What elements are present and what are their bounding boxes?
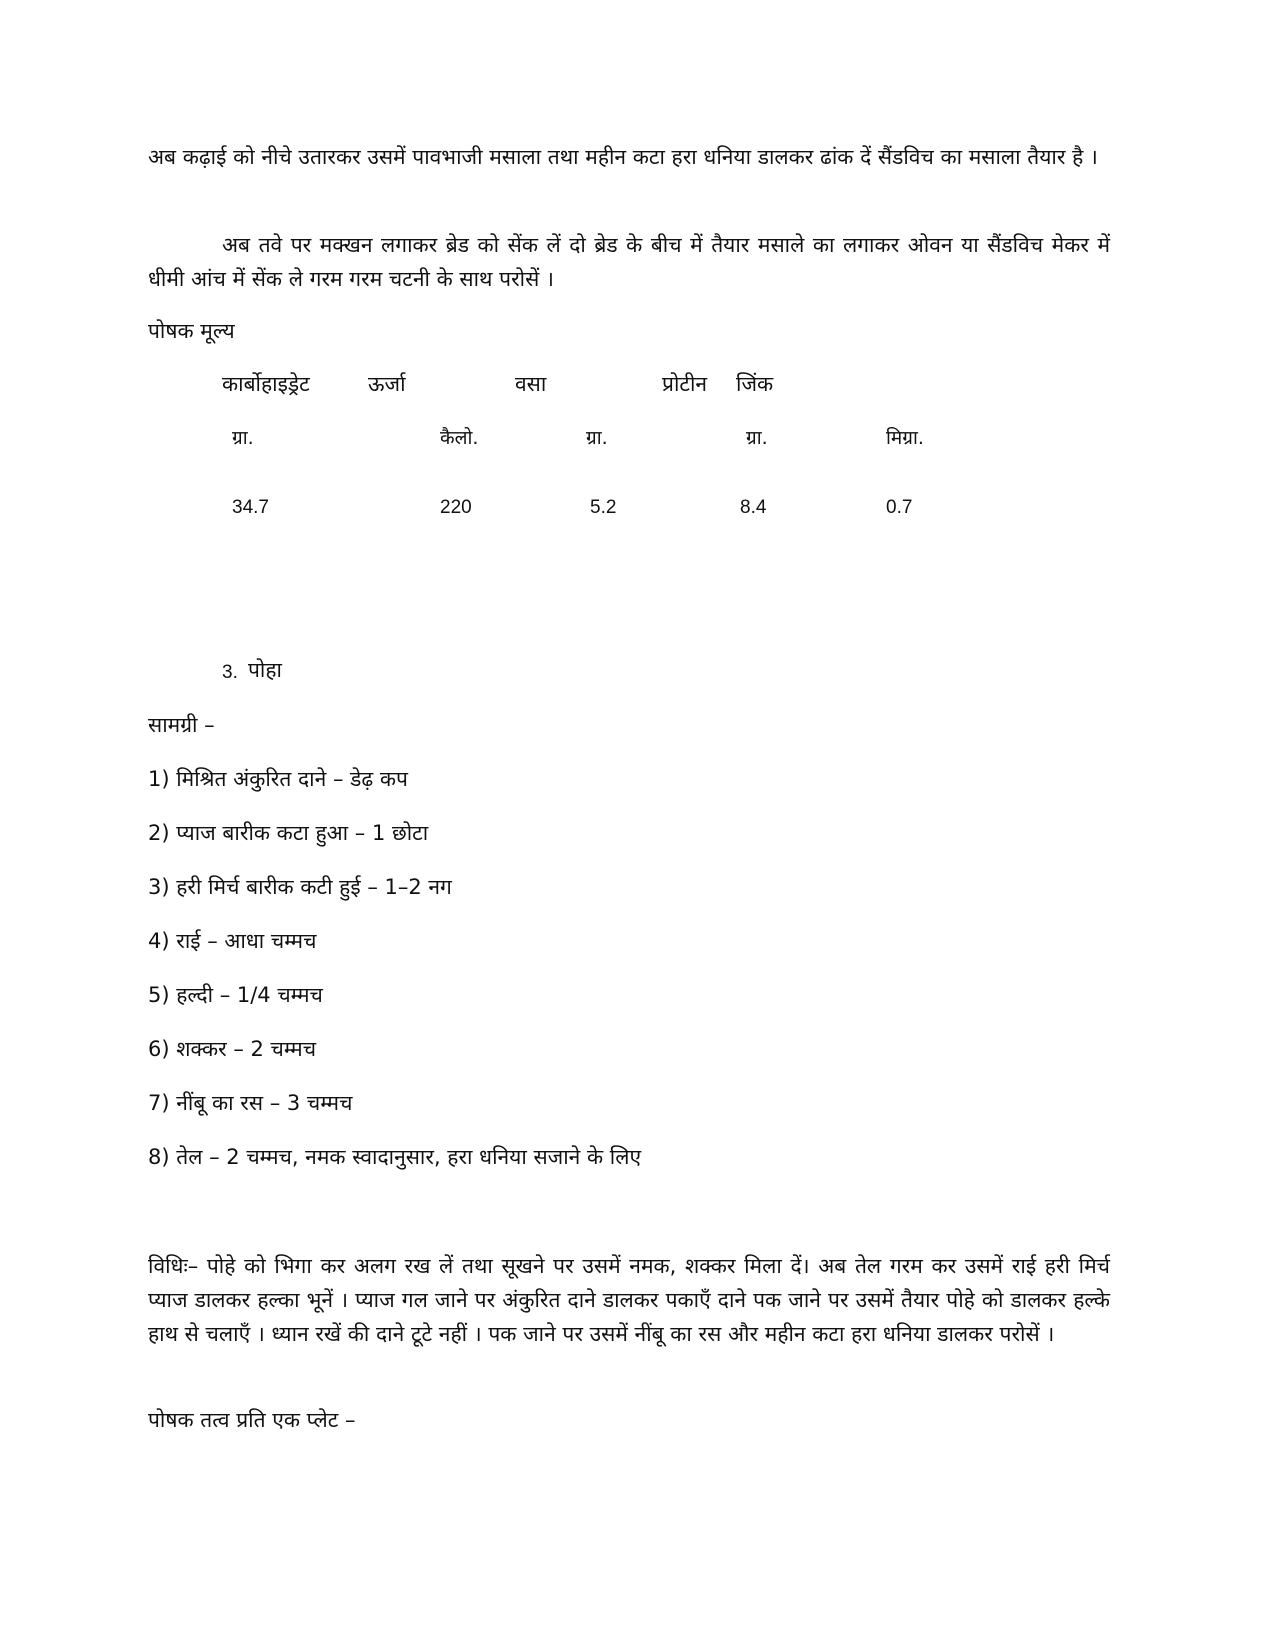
ingredient-item: 2) प्याज बारीक कटा हुआ – 1 छोटा <box>148 821 429 845</box>
nutrition-header-carbohydrate: कार्बोहाइड्रेट <box>222 372 310 396</box>
ingredient-item: 4) राई – आधा चम्मच <box>148 929 317 953</box>
nutrition-value-protein: 8.4 <box>740 497 767 518</box>
recipe-number: 3. <box>222 662 238 683</box>
nutrition-unit-carbohydrate: ग्रा. <box>232 427 254 449</box>
paragraph-sandwich-masala: अब कढ़ाई को नीचे उतारकर उसमें पावभाजी मसाला तथा महीन कटा हरा धनिया डालकर ढांक दें सैंडविच का मसाला तैयार है । <box>148 145 1098 169</box>
nutrition-per-plate-heading: पोषक तत्व प्रति एक प्लेट – <box>148 1408 356 1432</box>
ingredient-item: 8) तेल – 2 चम्मच, नमक स्वादानुसार, हरा धनिया सजाने के लिए <box>148 1145 642 1169</box>
nutrition-unit-zinc: मिग्रा. <box>886 427 924 449</box>
ingredients-heading: सामग्री – <box>148 713 215 737</box>
method-paragraph: विधिः– पोहे को भिगा कर अलग रख लें तथा सूखने पर उसमें नमक, शक्कर मिला दें। अब तेल गरम कर उसमें राई हरी मिर्च प्याज डालकर हल्का भूनें । प्याज गल जाने पर अंकुरित दाने डालकर पकाएँ दाने पक जाने पर उसमें तैयार पोहे को डालकर हल्के हाथ से चलाएँ । ध्यान रखें की दाने टूटे नहीं । पक जाने पर उसमें नींबू का रस और महीन कटा हरा धनिया डालकर परोसें । <box>148 1254 1110 1346</box>
paragraph-sandwich-method: अब तवे पर मक्खन लगाकर ब्रेड को सेंक लें दो ब्रेड के बीच में तैयार मसाले का लगाकर ओवन या सैंडविच मेकर में धीमी आंच में सेंक ले गरम गरम चटनी के साथ परोसें । <box>148 233 1110 291</box>
ingredient-item: 1) मिश्रित अंकुरित दाने – डेढ़ कप <box>148 767 408 791</box>
nutrition-value-energy: 220 <box>440 497 472 518</box>
nutrition-heading: पोषक मूल्य <box>148 319 235 343</box>
ingredient-item: 3) हरी मिर्च बारीक कटी हुई – 1–2 नग <box>148 875 452 899</box>
ingredient-item: 5) हल्दी – 1/4 चम्मच <box>148 983 323 1007</box>
nutrition-unit-energy: कैलो. <box>440 427 479 449</box>
nutrition-value-fat: 5.2 <box>590 497 617 518</box>
nutrition-header-energy: ऊर्जा <box>368 372 406 396</box>
nutrition-header-zinc: जिंक <box>736 372 774 396</box>
nutrition-value-carbohydrate: 34.7 <box>232 497 269 518</box>
nutrition-header-fat: वसा <box>515 372 547 396</box>
ingredient-item: 7) नींबू का रस – 3 चम्मच <box>148 1091 353 1115</box>
nutrition-unit-protein: ग्रा. <box>746 427 768 449</box>
nutrition-value-zinc: 0.7 <box>886 497 913 518</box>
nutrition-header-protein: प्रोटीन <box>662 372 708 396</box>
recipe-title: पोहा <box>248 658 282 682</box>
nutrition-unit-fat: ग्रा. <box>586 427 608 449</box>
ingredient-item: 6) शक्कर – 2 चम्मच <box>148 1037 317 1061</box>
